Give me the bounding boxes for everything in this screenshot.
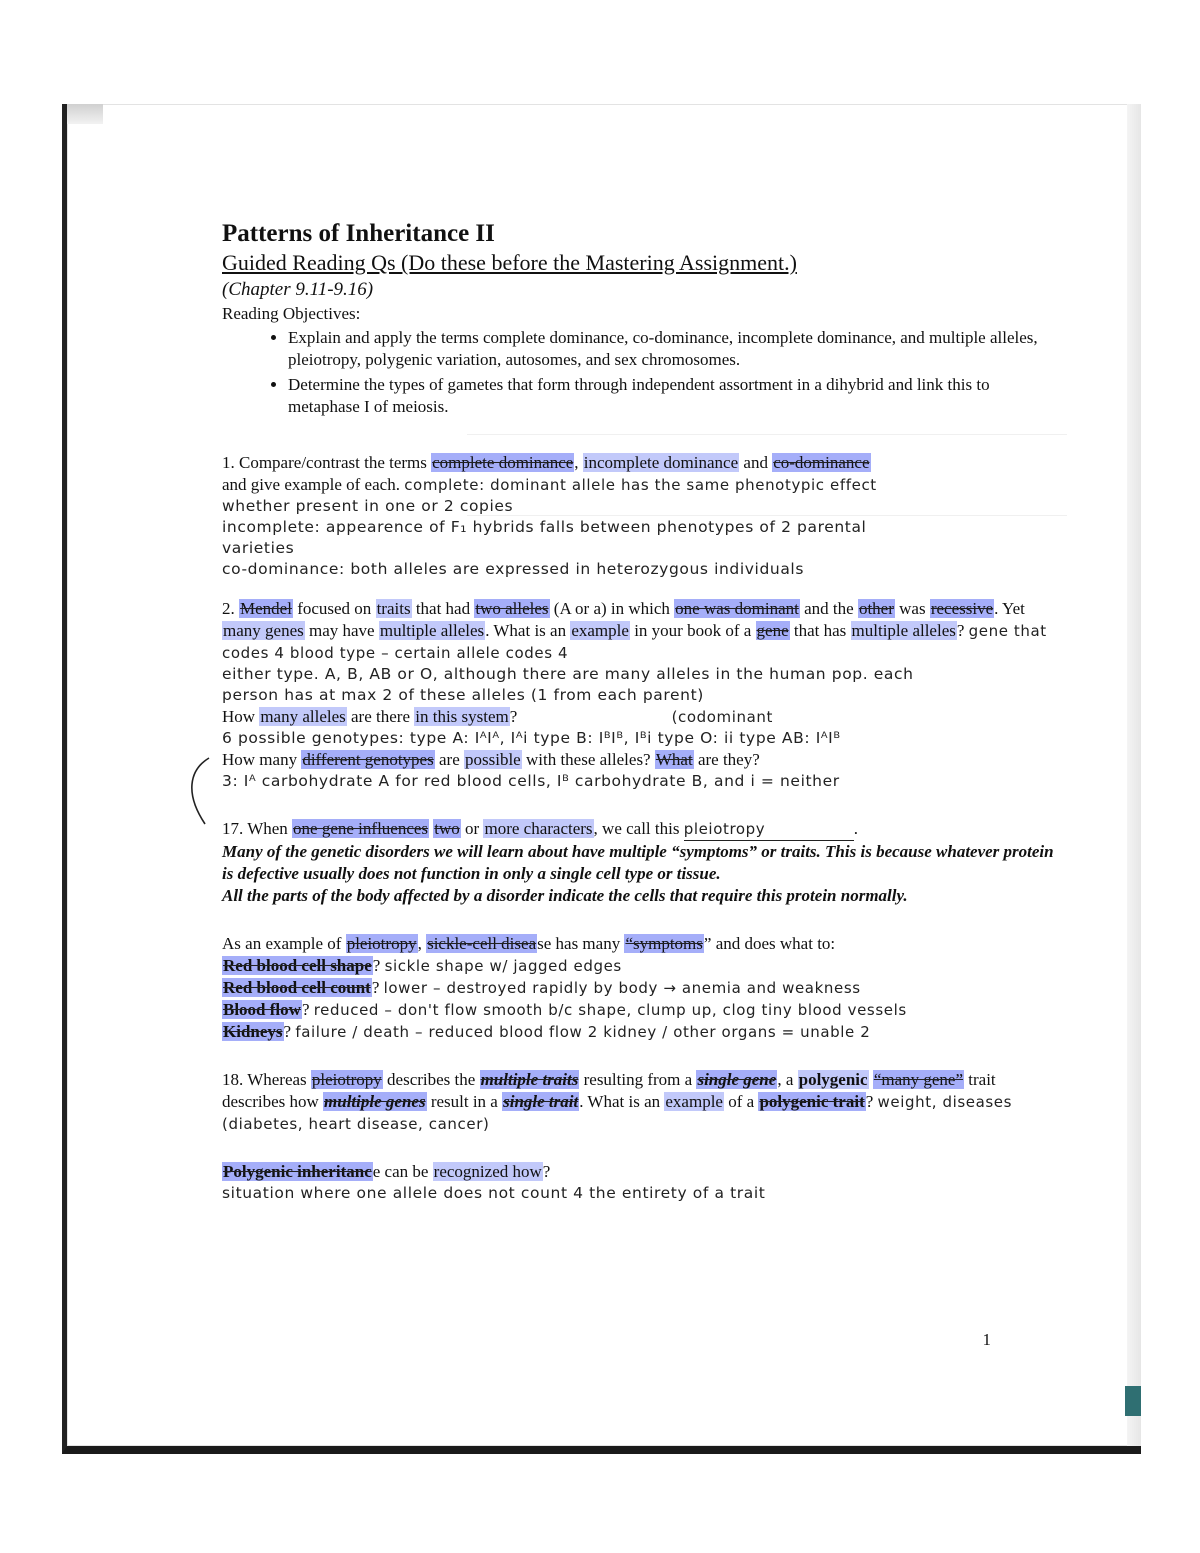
objective-item: • Determine the types of gametes that form through independent assortment in a dihybrid and link this to metaphase I of meiosis. [288, 374, 1062, 418]
question-18: 18. Whereas pleiotropy describes the multiple traits resulting from a single gene, a polygenic “many gene” trait describes how multiple genes result in a single trait. What is an example of a polygenic trait? weight, diseases (diabetes, heart disease, cancer) [222, 1070, 1013, 1133]
page-number: 1 [982, 1330, 991, 1349]
genotypes-answer: 3: Iᴬ carbohydrate A for red blood cells, Iᴮ carbohydrate B, and i = neither [222, 772, 840, 790]
page-title: Patterns of Inheritance II [222, 220, 495, 247]
rbc-shape-row: Red blood cell shape? sickle shape w/ jagged edges [223, 956, 622, 975]
blood-flow-row: Blood flow? reduced – don't flow smooth b/c shape, clump up, clog tiny blood vessels [223, 1000, 907, 1019]
pleiotropy-answer-blank: pleiotropy [684, 818, 854, 841]
polygenic-inheritance-question: Polygenic inheritance can be recognized how? [223, 1162, 551, 1181]
handwritten-answer: complete: dominant allele has the same phenotypic effect [404, 476, 877, 494]
page-content [222, 219, 1062, 1204]
objective-item: • Explain and apply the terms complete dominance, co-dominance, incomplete dominance, and multiple alleles, pleiotropy, polygenic variation, autosomes, and sex chromosomes. [288, 327, 1062, 371]
polygenic-inheritance-answer: situation where one allele does not count 4 the entirety of a trait [222, 1184, 766, 1202]
question-1: 1. Compare/contrast the terms complete dominance, incomplete dominance and co-dominance and give example of each. complete: dominant allele has the same phenotypic effect [222, 453, 877, 494]
question-2: 2. Mendel focused on traits that had two alleles (A or a) in which one was dominant and the other was recessive. Yet many genes may have multiple alleles. What is an example in your book of a gene that has multiple alleles? gene that codes 4 blood type – certain allele codes 4 [222, 599, 1047, 662]
question-17-note: All the parts of the body affected by a disorder indicate the cells that require this protein normally. [222, 886, 908, 905]
binder-tab-mark [1125, 1386, 1141, 1416]
scanned-page [62, 104, 1141, 1454]
page-edge [1127, 104, 1141, 1446]
kidneys-row: Kidneys? failure / death – reduced blood flow 2 kidney / other organs = unable 2 [223, 1022, 871, 1041]
pleiotropy-example: As an example of pleiotropy, sickle-cell disease has many “symptoms” and does what to: [222, 934, 836, 953]
rbc-count-row: Red blood cell count? lower – destroyed rapidly by body → anemia and weakness [223, 978, 861, 997]
question-1-answer: whether present in one or 2 copies incomplete: appearence of F₁ hybrids falls between phenotypes of 2 parental varieties co-dominance: both alleles are expressed in heterozygous individuals [222, 497, 867, 578]
hand-drawn-bracket [175, 754, 225, 834]
question-2-alleles: How many alleles are there in this system? (codominant [222, 707, 774, 726]
page-subtitle: Guided Reading Qs (Do these before the Mastering Assignment.) [222, 250, 797, 275]
question-2-genotypes: How many different genotypes are possible with these alleles? What are they? [222, 750, 760, 769]
question-17: 17. When one gene influences two or more characters, we call this pleiotropy . [222, 818, 1062, 841]
question-2-answer: either type. A, B, AB or O, although there are many alleles in the human pop. each person has at max 2 of these alleles (1 from each parent) [222, 665, 914, 704]
objectives-label: Reading Objectives: [222, 304, 361, 323]
chapter-reference: (Chapter 9.11-9.16) [222, 279, 374, 300]
alleles-answer: 6 possible genotypes: type A: IᴬIᴬ, Iᴬi type B: IᴮIᴮ, Iᴮi type O: ii type AB: IᴬIᴮ [222, 729, 841, 747]
objectives-list [222, 327, 1062, 418]
page-corner-shadow [67, 104, 103, 124]
question-17-note: Many of the genetic disorders we will learn about have multiple “symptoms” or traits. This is because whatever protein is defective usually does not function in only a single cell type or tissue. [222, 842, 1054, 883]
